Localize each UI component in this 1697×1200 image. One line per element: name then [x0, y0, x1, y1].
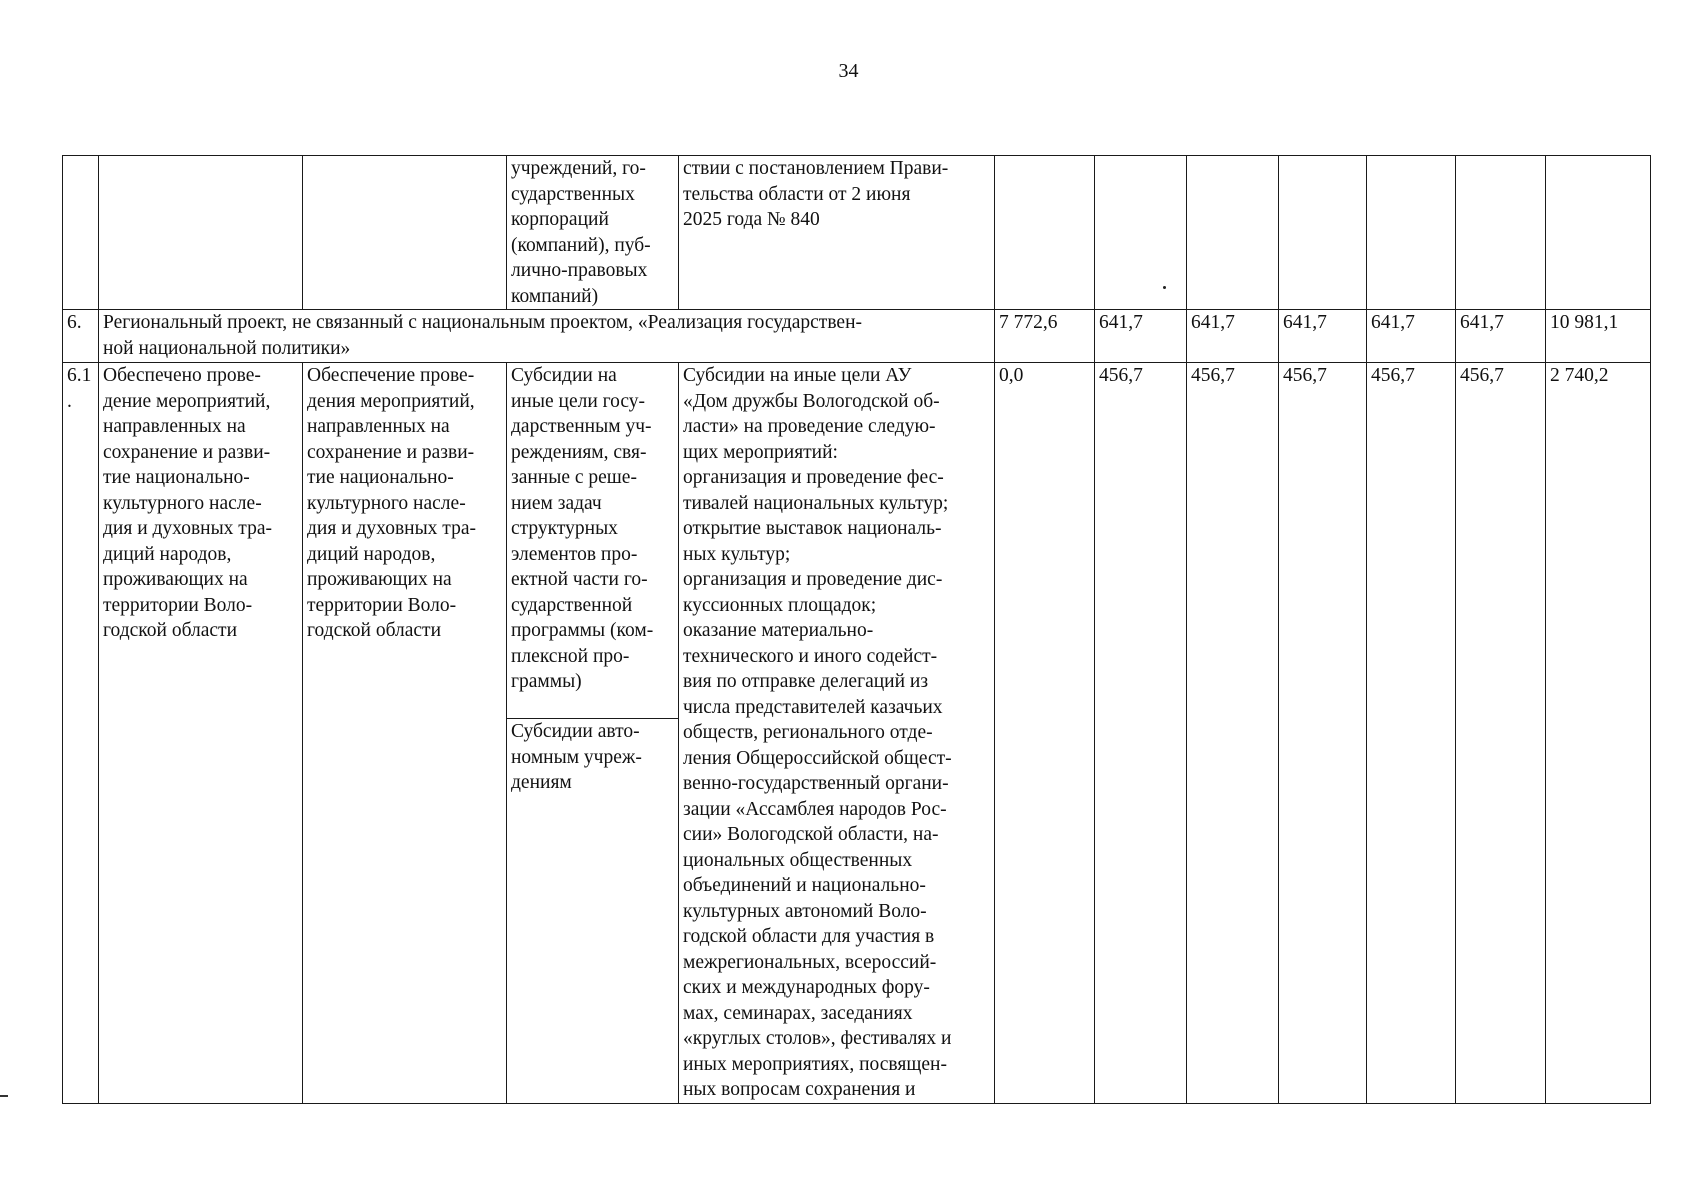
project-title: Региональный проект, не связанный с национальным проектом, «Реализация государствен- ной национальной политики»: [99, 310, 995, 363]
cell-empty: [1456, 156, 1546, 310]
value-cell: 7 772,6: [995, 310, 1095, 363]
value-cell: 456,7: [1456, 363, 1546, 1104]
value-cell: 641,7: [1095, 310, 1187, 363]
table-row-project-6: [63, 310, 1651, 363]
cell-funding-type: учреждений, го- сударственных корпораций (компаний), пуб- лично-правовых компаний): [507, 156, 679, 310]
value-cell: 641,7: [1456, 310, 1546, 363]
value-cell: 456,7: [1187, 363, 1279, 1104]
table-row-result-6-1: [63, 363, 1651, 719]
cell-empty: [1367, 156, 1456, 310]
cell-event: Обеспечение прове- дения мероприятий, направленных на сохранение и разви- тие национально- культурного насле- дия и духовных тра- диций народов, проживающих на территории Воло- годской области: [303, 363, 507, 1104]
value-cell: 456,7: [1279, 363, 1367, 1104]
row-number: 6.1.: [63, 363, 99, 1104]
value-cell: 0,0: [995, 363, 1095, 1104]
cell-empty: [1187, 156, 1279, 310]
cell-funding-type: Субсидии на иные цели госу- дарственным уч- реждениям, свя- занные с реше- нием задач структурных элементов про- ектной части го- сударственной программы (ком- плексной про- граммы): [507, 363, 679, 719]
cell-empty: [1095, 156, 1187, 310]
cell-empty: [63, 156, 99, 310]
cell-empty: [1279, 156, 1367, 310]
value-cell: 641,7: [1187, 310, 1279, 363]
cell-description: Субсидии на иные цели АУ «Дом дружбы Вологодской об- ласти» на проведение следую- щих мероприятий: организация и проведение фес- тивалей национальных культур; открытие выставок националь- ных культур; организация и проведение дис- куссионных площадок; оказание материально- технического и иного содейст- вия по отправке делегаций из числа представителей казачьих обществ, регионального отде- ления Общероссийской общест- венно-государственный органи- зации «Ассамблея народов Рос- сии» Вологодской области, на- циональных общественных объединений и национально- культурных автономий Воло- годской области для участия в межрегиональных, всероссий- ских и международных фору- мах, семинарах, заседаниях «круглых столов», фестивалях и иных мероприятиях, посвящен- ных вопросам сохранения и: [679, 363, 995, 1104]
cell-empty: [995, 156, 1095, 310]
page-number: 34: [838, 60, 859, 82]
value-cell: 456,7: [1095, 363, 1187, 1104]
budget-table: [62, 155, 1651, 1104]
cell-empty: [99, 156, 303, 310]
value-cell: 641,7: [1279, 310, 1367, 363]
row-number: 6.: [63, 310, 99, 363]
value-cell: 2 740,2: [1546, 363, 1651, 1104]
margin-mark: [0, 1095, 8, 1097]
cell-description: ствии с постановлением Прави- тельства области от 2 июня 2025 года № 840: [679, 156, 995, 310]
table-row-continuation: [63, 156, 1651, 310]
cell-funding-type: Субсидии авто- номным учреж- дениям: [507, 719, 679, 1104]
value-cell: 641,7: [1367, 310, 1456, 363]
cell-empty: [1546, 156, 1651, 310]
value-cell: 456,7: [1367, 363, 1456, 1104]
scan-speck: [1163, 286, 1166, 289]
value-cell: 10 981,1: [1546, 310, 1651, 363]
cell-result: Обеспечено прове- дение мероприятий, направленных на сохранение и разви- тие национально- культурного насле- дия и духовных тра- диций народов, проживающих на территории Воло- годской области: [99, 363, 303, 1104]
cell-empty: [303, 156, 507, 310]
